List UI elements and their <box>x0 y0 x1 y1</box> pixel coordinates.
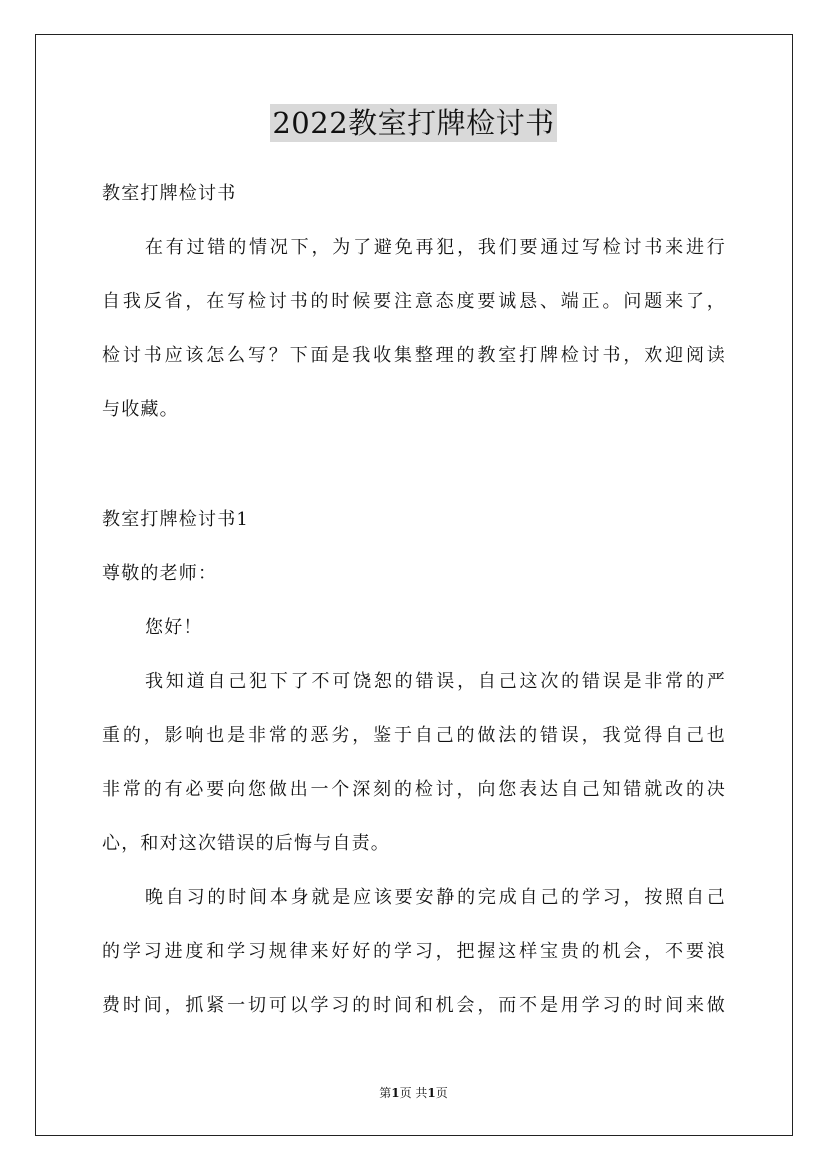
document-title-wrap <box>0 104 827 142</box>
intro-line-3: 检讨书应该怎么写？下面是我收集整理的教室打牌检讨书，欢迎阅读 <box>102 345 726 366</box>
footer-suffix: 页 <box>435 1086 448 1100</box>
section-heading: 教室打牌检讨书1 <box>102 509 250 530</box>
intro-line-1: 在有过错的情况下，为了避免再犯，我们要通过写检讨书来进行 <box>145 237 726 258</box>
para2-line-2: 的学习进度和学习规律来好好的学习，把握这样宝贵的机会，不要浪 <box>102 941 726 962</box>
intro-line-4: 与收藏。 <box>102 399 179 420</box>
para1-line-1: 我知道自己犯下了不可饶恕的错误，自己这次的错误是非常的严 <box>145 671 726 692</box>
footer-page-total: 1 <box>427 1086 436 1100</box>
document-title: 2022教室打牌检讨书 <box>272 106 555 140</box>
salutation: 尊敬的老师： <box>102 563 218 584</box>
para2-line-1: 晚自习的时间本身就是应该要安静的完成自己的学习，按照自己 <box>145 887 726 908</box>
para1-line-2: 重的，影响也是非常的恶劣，鉴于自己的做法的错误，我觉得自己也 <box>102 725 726 746</box>
page-footer <box>0 1085 827 1101</box>
greeting: 您好！ <box>145 617 203 638</box>
para1-line-4: 心，和对这次错误的后悔与自责。 <box>102 833 390 854</box>
intro-line-2: 自我反省，在写检讨书的时候要注意态度要诚恳、端正。问题来了， <box>102 291 726 312</box>
doc-subtitle: 教室打牌检讨书 <box>102 183 237 204</box>
para1-line-3: 非常的有必要向您做出一个深刻的检讨，向您表达自己知错就改的决 <box>102 779 726 800</box>
para2-line-3: 费时间，抓紧一切可以学习的时间和机会，而不是用学习的时间来做 <box>102 995 726 1016</box>
footer-prefix: 第 <box>379 1086 392 1100</box>
footer-page-number: 1 <box>391 1086 400 1100</box>
footer-mid: 页 共 <box>399 1086 428 1100</box>
